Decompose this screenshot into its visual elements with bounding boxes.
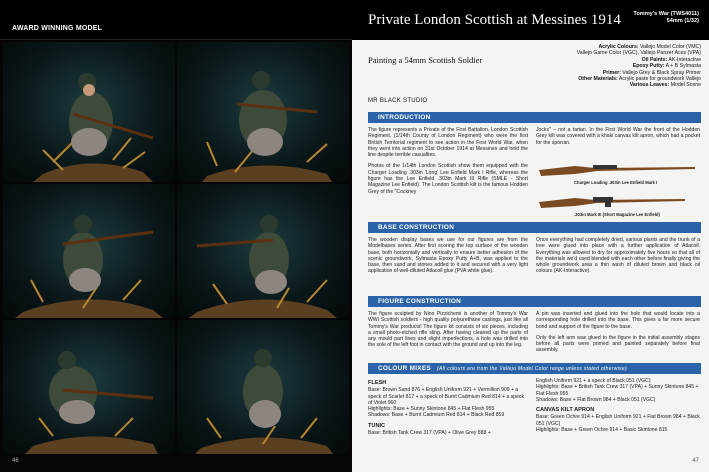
- intro-right-column: [536, 127, 700, 151]
- materials-list: [511, 44, 701, 89]
- miniature-photo-6: [177, 320, 349, 454]
- article-subtitle: Painting a 54mm Scottish Soldier: [368, 55, 483, 65]
- intro-paragraph-1: The figure represents a Private of the First Battalion, London Scottish Regiment, (1/14th County of London Regiment) who were the first British Territorial regiment to see action in the First World War, when they went into action on 31st October 1914 at Messines and held the line despite terrible casualties.: [368, 127, 528, 159]
- material-line: Acrylic Colours: Vallejo Model Color (VMC): [598, 44, 701, 50]
- figure-right-column: [536, 311, 700, 359]
- material-line: Vallejo Game Color (VGC), Vallejo Panzer Aces (VPA): [576, 50, 701, 57]
- colour-right-column: [536, 378, 700, 433]
- rifle-caption-1: Charger Loading .303in Lee Enfield Mark I: [574, 180, 658, 185]
- miniature-photo-4: [177, 184, 349, 318]
- tunic-highlights: Highlights: Base + British Tank Crew 317 (VPA) + Sunny Skintone 845 + Flat Flesh 955: [536, 384, 699, 397]
- base-paragraph-1: The wooden display bases we use for our figures are from the Modelbases series. After first scoring the top surface of the wooden base, both horizontally and vertically to ensure better adhesion of the scenic groundwork, Sylmasta Epoxy Putty A+B, was applied to the base, then sand and stones added to it and secured with a very light application of well-diluted Atlacoll glue (PVA white glue).: [368, 237, 528, 275]
- right-page-number: 47: [692, 458, 699, 464]
- figure-photo-side-left: [3, 184, 175, 318]
- figure-photo-rear-left: [3, 320, 175, 454]
- tunic-base-cont: English Uniform 921 + a speck of Black 051 (VGC): [536, 378, 651, 384]
- figure-paragraph-1: The figure sculpted by Nino Pizzichemi is another of Tommy's War WWI Scottish soldiers - high quality polyurethane castings, just like all Tommy's War products! The figure kit consists of six pieces, including a small photo-etched rifle sling. After having cleaned up the parts of any mould part lines and slight imperfections, a hole was drilled into the sole of the left foot in contact with the ground and up into the leg.: [368, 311, 528, 349]
- flesh-highlights: Highlights: Base + Sunny Skintone 845 + Flat Flesh 955: [368, 406, 495, 413]
- colour-left-column: [368, 378, 528, 436]
- kilt-highlights: Highlights: Base + Green Ochre 914 + Basic Skintone 815: [536, 427, 668, 434]
- figure-photo-rear-right: [177, 320, 349, 454]
- article-title: Private London Scottish at Messines 1914: [368, 12, 621, 28]
- intro-paragraph-3: Jocks" – not a tartan. In the First World War the front of the Hodden Grey kilt was covered with a khaki canvas kilt apron, which had a pocket for the sporran.: [536, 127, 700, 146]
- base-right-column: [536, 237, 700, 280]
- base-left-column: [368, 237, 528, 280]
- studio-credit: MR BLACK STUDIO: [368, 98, 428, 104]
- product-series: Tommy's War (TWS4011): [633, 11, 699, 17]
- base-paragraph-2: Once everything had completely dried, various plants and the trunk of a tree were glued into place with a further application of Atlacoll. Everything was allowed to dry for approximately five hours so that all of the materials we'd used blended with each other before finally giving the whole groundwork area a thin wash of diluted brown and black oil colours (AK-Interactive).: [536, 237, 700, 275]
- product-scale: 54mm (1/32): [666, 18, 699, 24]
- colour-heading-text: COLOUR MIXES: [378, 365, 431, 372]
- miniature-photo-3: [3, 184, 175, 318]
- figure-paragraph-2: A pin was inserted and glued into the hole that would locate into a corresponding hole drilled into the base. This gives a far more secure bond and support of the figure to the base.: [536, 311, 700, 330]
- material-line: Epoxy Putty: A + B Sylmasta: [632, 63, 701, 70]
- section-label: AWARD WINNING MODEL: [12, 25, 103, 32]
- right-page: [352, 0, 709, 472]
- tunic-title: TUNIC: [368, 422, 386, 429]
- rifle-caption-2: .303in Mark III (Short Magazine Lee Enfield): [574, 212, 660, 217]
- left-header-bar: [0, 0, 352, 40]
- product-tag: [633, 11, 699, 25]
- section-heading-figure: FIGURE CONSTRUCTION: [368, 296, 701, 307]
- kilt-title: CANVAS KILT APRON: [536, 407, 595, 414]
- section-heading-colour: [368, 363, 701, 374]
- flesh-shadows: Shadows: Base + Burnt Cadmium Red 814 + Black Red 859: [368, 412, 505, 419]
- rifle-long-lee-enfield-image: [535, 156, 700, 182]
- figure-photo-front-left: [3, 42, 175, 182]
- figure-paragraph-3: Only the left arm was glued to the figure in the initial assembly stages before all parts were primed and painted separately before final assembly.: [536, 334, 700, 354]
- intro-paragraph-2: Photos of the 1/14th London Scottish show them equipped with the Charger Loading .303in 'Long' Lee Enfield Mark I Rifle, whereas the figure has the Lee Enfield .303in Mark III Rifle (SMLE - Short Magazine Lee Enfield). The London Scottish kilt is the famous Hodden Grey of the "Cockney: [368, 163, 528, 195]
- rifle-smle-image: [535, 188, 700, 214]
- figure-left-column: [368, 311, 528, 354]
- section-heading-introduction: INTRODUCTION: [368, 112, 701, 123]
- miniature-photo-1: [3, 42, 175, 182]
- miniature-photo-2: [177, 42, 349, 182]
- colour-heading-note: (All colours are from the Vallejo Model Color range unless stated otherwise): [437, 366, 627, 372]
- right-header-bar: [352, 0, 709, 40]
- flesh-title: FLESH: [368, 380, 387, 386]
- tunic-base: Base: British Tank Crew 317 (VPA) + Olive Grey 888 +: [368, 430, 491, 437]
- material-line: Primer: Vallejo Grey & Black Spray Primer: [602, 69, 701, 76]
- kilt-base: Base: Green Ochre 914 + English Uniform 921 + Flat Brown 984 + Black 051 (VGC): [536, 414, 700, 427]
- miniature-photo-5: [3, 320, 175, 454]
- material-line: Various Leaves: Model Scene: [629, 82, 701, 89]
- flesh-base: Base: Brown Sand 876 + English Uniform 921 + Vermillion 909 + a speck of Scarlet 817 + a speck of Burnt Cadmium Red 814 + a speck of Violet 960: [368, 387, 525, 406]
- tunic-shadows: Shadows: Base + Flat Brown 984 + Black 051 (VGC): [536, 396, 656, 403]
- section-heading-base: BASE CONSTRUCTION: [368, 222, 701, 233]
- intro-left-column: [368, 127, 528, 200]
- left-page-number: 46: [12, 458, 19, 464]
- figure-photo-side-right: [177, 184, 349, 318]
- material-line: Oil Paints: AK-Interactive: [641, 56, 701, 63]
- material-line: Other Materials: Acrylic paste for groundwork Vallejo: [578, 76, 701, 83]
- figure-photo-front-right: [177, 42, 349, 182]
- left-page: [0, 0, 352, 472]
